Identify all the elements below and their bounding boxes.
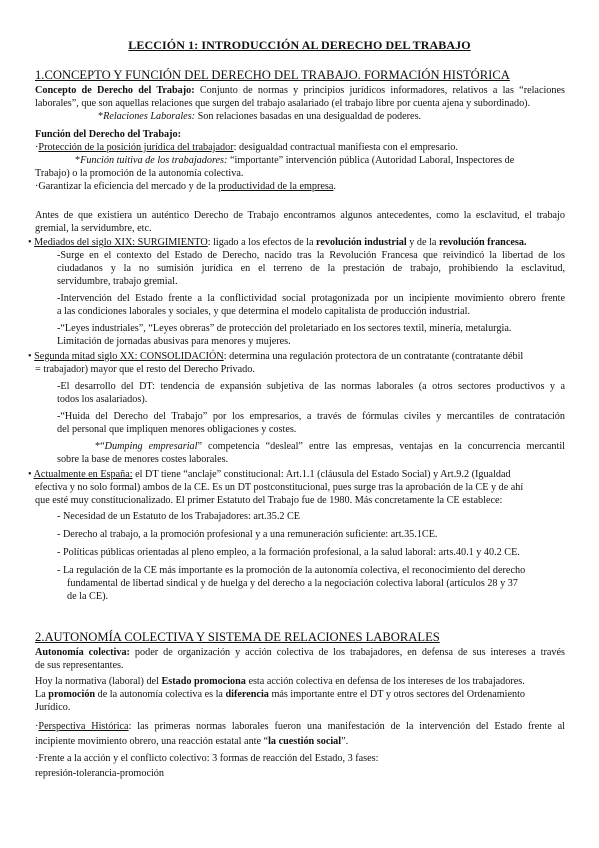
indented-line: Limitación de jornadas abusivas para menores y mujeres. [57, 336, 291, 347]
underlined-text: productividad de la empresa [218, 181, 334, 192]
indented-line: del personal que impliquen menores obligaciones y costes. [57, 424, 297, 435]
bullet-item [28, 236, 568, 249]
paragraph-line [35, 180, 565, 193]
paragraph-line [35, 84, 565, 97]
text-span: y de la [406, 237, 439, 248]
paragraph-line: = trabajador) mayor que el resto del Derecho Privado. [35, 364, 255, 375]
underlined-text: Mediados del siglo XIX: SURGIMIENTO [34, 237, 208, 248]
bullet-dot: · [35, 721, 39, 732]
term-relaciones: Relaciones Laborales: [103, 111, 196, 122]
text-span: : las primeras normas laborales fueron una manifestación de la intervención del Estado frente al [128, 721, 565, 732]
text-span: : desigualdad contractual manifiesta con el empresario. [233, 142, 458, 153]
text-span: el DT tiene “anclaje” constitucional: Art.1.1 (cláusula del Estado Social) y Art.9.2 (Igualdad [132, 469, 511, 480]
underlined-text: Actualmente en España: [33, 469, 133, 480]
bullet-icon: • [28, 469, 32, 480]
page-title: LECCIÓN 1: INTRODUCCIÓN AL DERECHO DEL TRABAJO [128, 38, 471, 52]
underlined-text: Perspectiva Histórica [38, 721, 129, 732]
paragraph-line [35, 720, 565, 733]
text-span: . [333, 181, 336, 192]
paragraph-line [35, 675, 565, 688]
indented-line: sobre la base de menores costes laborales. [57, 454, 229, 465]
bullet-item [28, 350, 568, 363]
paragraph-line [35, 646, 565, 659]
paragraph-line: ·Frente a la acción y el conflicto colectivo: 3 formas de reacción del Estado, 3 fases: [35, 753, 379, 764]
asterisk: * [75, 155, 81, 166]
term-autonomia: Autonomía colectiva: [35, 647, 130, 658]
indented-line: -“Leyes industriales”, “Leyes obreras” de protección del proletariado en los sectores textil, minería, metalurgia. [57, 323, 512, 334]
dash-item: - Políticas públicas orientadas al pleno empleo, a la formación profesional, a la salud laboral: arts.40.1 y 40.2 CE. [57, 547, 520, 558]
text-span: *“ [95, 441, 105, 452]
paragraph-line: Trabajo) o la promoción de la autonomía colectiva. [35, 168, 244, 179]
bold-text: promoción [48, 689, 96, 700]
text-span: ”. [341, 736, 349, 747]
text-span: más importante entre el DT y otros sectores del Ordenamiento [268, 689, 526, 700]
subheading-funcion: Función del Derecho del Trabajo: [35, 129, 182, 140]
paragraph-line: que esté muy constitucionalizado. El primer Estatuto del Trabajo fue de 1980. Más concretamente la CE establece: [35, 495, 503, 506]
text-span: : determina una regulación protectora de un contratante (contratante débil [223, 351, 524, 362]
text-span: incipiente movimiento obrero, una reacción estatal ante “ [35, 736, 269, 747]
text-span: poder de organización y acción colectiva de los trabajadores, en defensa de sus intereses a través [129, 647, 565, 658]
indented-line: -“Huida del Derecho del Trabajo” por los empresarios, a través de fórmulas civiles y mercantiles de contratación [57, 411, 565, 422]
dash-item: - Derecho al trabajo, a la promoción profesional y a una remuneración suficiente: art.35.1CE. [57, 529, 438, 540]
note-line [75, 154, 565, 167]
text-span: ·Garantizar la eficiencia del mercado y de la [35, 181, 219, 192]
text-span: de la autonomía colectiva es la [95, 689, 226, 700]
indented-line: a las condiciones laborales y sociales, y que determina el modelo capitalista de producción industrial. [57, 306, 471, 317]
paragraph-line: represión-tolerancia-promoción [35, 768, 164, 779]
note-line [95, 440, 565, 453]
paragraph-line [35, 735, 565, 748]
bullet-icon: • [28, 237, 32, 248]
bullet-icon: • [28, 351, 32, 362]
bullet-item [28, 468, 568, 481]
text-span: “importante” intervención pública (Autoridad Laboral, Inspectores de [227, 155, 515, 166]
section-2-heading: 2.AUTONOMÍA COLECTIVA Y SISTEMA DE RELACIONES LABORALES [35, 630, 440, 644]
bold-text: revolución industrial [316, 237, 407, 248]
paragraph-line: de sus representantes. [35, 660, 124, 671]
bullet-dot: · [35, 142, 39, 153]
text-span: esta acción colectiva en defensa de los intereses de los trabajadores. [245, 676, 525, 687]
paragraph-line: Jurídico. [35, 702, 71, 713]
dash-item-cont: de la CE). [67, 591, 109, 602]
indented-line: todos los asalariados). [57, 394, 148, 405]
bold-text: revolución francesa. [438, 237, 527, 248]
bold-text: Estado promociona [161, 676, 246, 687]
indented-line: ciudadanos y la no sumisión jurídica en el terreno de la prestación de trabajo, prohibiendo la esclavitud, [57, 263, 565, 274]
text-span: Son relaciones basadas en una desigualdad de poderes. [195, 111, 422, 122]
paragraph-line: efectiva y no solo formal) ambos de la CE. Es un DT postconstitucional, pues surge tras la aprobación de la CE y de ahí [35, 482, 524, 493]
bold-text: diferencia [225, 689, 269, 700]
dash-item-cont: fundamental de libertad sindical y de huelga y del derecho a la negociación colectiva laboral (artículos 28 y 37 [67, 578, 518, 589]
indented-line: servidumbre, trabajo gremial. [57, 276, 178, 287]
paragraph-line: laborales”, que son aquellas relaciones que surgen del trabajo asalariado (el trabajo libre por cuenta ajena y subordinado). [35, 98, 531, 109]
text-span: : ligado a los efectos de la [207, 237, 317, 248]
term-funcion-tuitiva: Función tuitiva de los trabajadores: [80, 155, 228, 166]
text-span: ” competencia “desleal” entre las empresas, ventajas en la concurrencia mercantil [197, 441, 565, 452]
text-span: La [35, 689, 49, 700]
note-line [98, 110, 558, 123]
term-concepto: Concepto de Derecho del Trabajo: [35, 85, 195, 96]
indented-line: -El desarrollo del DT: tendencia de expansión subjetiva de las normas laborales (a otros sectores productivos y a [57, 381, 565, 392]
paragraph-line: Antes de que existiera un auténtico Derecho de Trabajo encontramos algunos antecedentes, como la esclavitud, el trabajo [35, 210, 565, 221]
section-1-heading: 1.CONCEPTO Y FUNCIÓN DEL DERECHO DEL TRABAJO. FORMACIÓN HISTÓRICA [35, 68, 510, 82]
underlined-text: Protección de la posición jurídica del trabajador [38, 142, 234, 153]
underlined-text: Segunda mitad siglo XX: CONSOLIDACIÓN [34, 351, 224, 362]
paragraph-line: gremial, la servidumbre, etc. [35, 223, 152, 234]
text-span: Conjunto de normas y principios jurídicos informadores, relativos a las “relaciones [194, 85, 565, 96]
paragraph-line [35, 688, 565, 701]
bold-text: la cuestión social [268, 736, 342, 747]
dash-item: - La regulación de la CE más importante es la promoción de la autonomía colectiva, el reconocimiento del derecho [57, 565, 526, 576]
term-dumping: Dumping empresarial [104, 441, 198, 452]
text-span: Hoy la normativa (laboral) del [35, 676, 162, 687]
asterisk: * [98, 111, 104, 122]
indented-line: -Intervención del Estado frente a la conflictividad social protagonizada por un incipiente movimiento obrero frente [57, 293, 565, 304]
dash-item: - Necesidad de un Estatuto de los Trabajadores: art.35.2 CE [57, 511, 301, 522]
indented-line: -Surge en el contexto del Estado de Derecho, nacido tras la Revolución Francesa que reivindicó la libertad de los [57, 250, 565, 261]
paragraph-line [35, 141, 565, 154]
